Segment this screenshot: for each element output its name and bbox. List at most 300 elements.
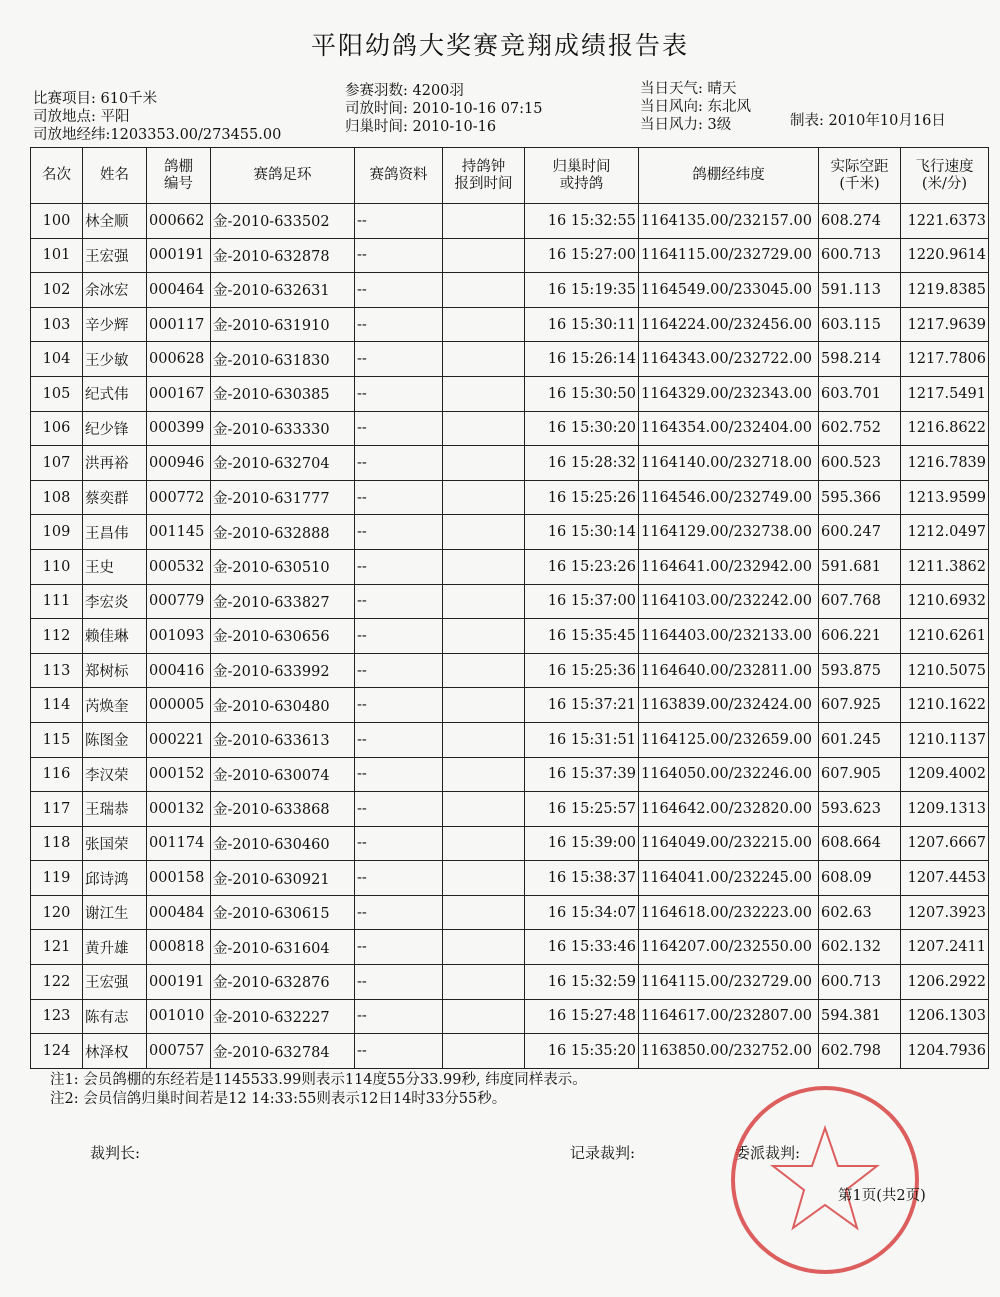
- table-cell: 林全顺: [83, 204, 147, 239]
- table-cell: 111: [31, 584, 83, 619]
- meta-right: [640, 80, 751, 134]
- table-cell: 金-2010-630480: [211, 688, 355, 723]
- table-cell: 1207.2411: [901, 930, 989, 965]
- results-table: [30, 147, 989, 1069]
- column-header-line: 归巢时间: [552, 158, 611, 175]
- table-cell: --: [355, 688, 443, 723]
- delegate-judge-signature: 委派裁判:: [735, 1144, 801, 1162]
- table-cell: 1164617.00/232807.00: [639, 999, 819, 1034]
- meta-left: [33, 90, 281, 144]
- table-cell: [443, 515, 525, 550]
- table-cell: 104: [31, 342, 83, 377]
- table-cell: 602.752: [819, 411, 901, 446]
- table-cell: 16 15:35:20: [525, 1034, 639, 1069]
- table-cell: 金-2010-630656: [211, 619, 355, 654]
- table-cell: --: [355, 549, 443, 584]
- table-cell: 1217.5491: [901, 376, 989, 411]
- table-cell: 607.925: [819, 688, 901, 723]
- table-header-row: [31, 148, 989, 204]
- table-cell: 123: [31, 999, 83, 1034]
- table-cell: 1164641.00/232942.00: [639, 549, 819, 584]
- table-cell: 1217.7806: [901, 342, 989, 377]
- table-cell: 607.905: [819, 757, 901, 792]
- table-cell: 000818: [147, 930, 211, 965]
- table-cell: [443, 688, 525, 723]
- table-cell: 608.09: [819, 861, 901, 896]
- meta-release-coords: 司放地经纬:1203353.00/273455.00: [33, 127, 282, 143]
- table-cell: --: [355, 238, 443, 273]
- table-cell: 120: [31, 895, 83, 930]
- table-cell: 591.113: [819, 273, 901, 308]
- table-cell: 金-2010-632876: [211, 965, 355, 1000]
- table-cell: [443, 273, 525, 308]
- column-header: [639, 148, 819, 204]
- column-header-line: 鸽棚: [164, 158, 193, 175]
- table-cell: 1164041.00/232245.00: [639, 861, 819, 896]
- table-cell: --: [355, 653, 443, 688]
- table-cell: 1210.1622: [901, 688, 989, 723]
- table-cell: 16 15:28:32: [525, 446, 639, 481]
- table-cell: --: [355, 411, 443, 446]
- table-cell: [443, 619, 525, 654]
- table-cell: 邱诗鸿: [83, 861, 147, 896]
- table-row: [31, 826, 989, 861]
- table-cell: 000464: [147, 273, 211, 308]
- table-cell: --: [355, 965, 443, 1000]
- official-seal-icon: [705, 1080, 945, 1280]
- table-cell: 122: [31, 965, 83, 1000]
- meta-entries: 参赛羽数: 4200羽: [345, 83, 464, 99]
- table-cell: 16 15:25:26: [525, 480, 639, 515]
- table-cell: 金-2010-632784: [211, 1034, 355, 1069]
- table-cell: 113: [31, 653, 83, 688]
- table-cell: 601.245: [819, 722, 901, 757]
- table-cell: 16 15:26:14: [525, 342, 639, 377]
- table-cell: 金-2010-633330: [211, 411, 355, 446]
- table-cell: --: [355, 480, 443, 515]
- table-cell: 王史: [83, 549, 147, 584]
- note-1: 注1: 会员鸽棚的东经若是1145533.99则表示114度55分33.99秒, 纬度同样表示。: [50, 1072, 587, 1088]
- table-cell: [443, 238, 525, 273]
- table-cell: 1221.6373: [901, 204, 989, 239]
- table-cell: 16 15:33:46: [525, 930, 639, 965]
- column-header-line: 鸽棚经纬度: [692, 167, 765, 183]
- table-row: [31, 376, 989, 411]
- table-cell: 王昌伟: [83, 515, 147, 550]
- table-cell: 107: [31, 446, 83, 481]
- table-cell: 金-2010-633502: [211, 204, 355, 239]
- table-cell: 121: [31, 930, 83, 965]
- table-cell: 16 15:31:51: [525, 722, 639, 757]
- table-row: [31, 446, 989, 481]
- table-cell: 金-2010-630385: [211, 376, 355, 411]
- table-cell: 117: [31, 792, 83, 827]
- table-cell: 16 15:25:36: [525, 653, 639, 688]
- table-cell: 金-2010-633992: [211, 653, 355, 688]
- table-cell: --: [355, 757, 443, 792]
- table-cell: 606.221: [819, 619, 901, 654]
- table-row: [31, 722, 989, 757]
- column-header-line: 名次: [42, 167, 71, 183]
- table-cell: 1164640.00/232811.00: [639, 653, 819, 688]
- table-cell: 115: [31, 722, 83, 757]
- table-cell: 000005: [147, 688, 211, 723]
- meta-return-time: 归巢时间: 2010-10-16: [345, 119, 497, 135]
- table-cell: [443, 826, 525, 861]
- table-cell: 102: [31, 273, 83, 308]
- table-row: [31, 273, 989, 308]
- table-cell: 594.381: [819, 999, 901, 1034]
- table-cell: 1163839.00/232424.00: [639, 688, 819, 723]
- table-cell: 1207.6667: [901, 826, 989, 861]
- column-header-line: 赛鸽足环: [253, 167, 312, 183]
- report-title: 平阳幼鸽大奖赛竞翔成绩报告表: [310, 31, 689, 60]
- table-row: [31, 411, 989, 446]
- table-cell: 郑树标: [83, 653, 147, 688]
- table-cell: 王瑞恭: [83, 792, 147, 827]
- table-cell: 1164135.00/232157.00: [639, 204, 819, 239]
- table-cell: 600.713: [819, 965, 901, 1000]
- table-cell: 124: [31, 1034, 83, 1069]
- table-cell: 李汉荣: [83, 757, 147, 792]
- table-cell: 16 15:27:48: [525, 999, 639, 1034]
- table-cell: 16 15:32:59: [525, 965, 639, 1000]
- table-cell: --: [355, 584, 443, 619]
- table-cell: 000416: [147, 653, 211, 688]
- table-cell: 1206.1303: [901, 999, 989, 1034]
- table-row: [31, 480, 989, 515]
- table-cell: 591.681: [819, 549, 901, 584]
- column-header-line: 赛鸽资料: [369, 167, 428, 183]
- table-cell: --: [355, 1034, 443, 1069]
- table-cell: 602.63: [819, 895, 901, 930]
- table-row: [31, 895, 989, 930]
- table-cell: 金-2010-633868: [211, 792, 355, 827]
- table-cell: 602.798: [819, 1034, 901, 1069]
- note-2: 注2: 会员信鸽归巢时间若是12 14:33:55则表示12日14时33分55秒。: [50, 1091, 507, 1107]
- table-cell: 595.366: [819, 480, 901, 515]
- table-cell: 116: [31, 757, 83, 792]
- table-cell: 119: [31, 861, 83, 896]
- table-row: [31, 861, 989, 896]
- column-header: [31, 148, 83, 204]
- table-cell: 1164224.00/232456.00: [639, 307, 819, 342]
- column-header-line: (米/分): [921, 175, 968, 192]
- table-cell: 16 15:30:14: [525, 515, 639, 550]
- table-row: [31, 930, 989, 965]
- table-cell: 1164343.00/232722.00: [639, 342, 819, 377]
- table-cell: 1210.6932: [901, 584, 989, 619]
- table-row: [31, 204, 989, 239]
- table-cell: 1164049.00/232215.00: [639, 826, 819, 861]
- table-cell: 000132: [147, 792, 211, 827]
- table-cell: 600.523: [819, 446, 901, 481]
- table-cell: 金-2010-632704: [211, 446, 355, 481]
- table-cell: 000117: [147, 307, 211, 342]
- table-cell: 000779: [147, 584, 211, 619]
- meta-event: 比赛项目: 610千米: [33, 91, 158, 107]
- table-cell: 金-2010-630074: [211, 757, 355, 792]
- table-cell: 谢江生: [83, 895, 147, 930]
- table-cell: 1216.8622: [901, 411, 989, 446]
- table-cell: 1164103.00/232242.00: [639, 584, 819, 619]
- table-cell: 洪再裕: [83, 446, 147, 481]
- table-cell: 黄升雄: [83, 930, 147, 965]
- table-cell: 16 15:30:11: [525, 307, 639, 342]
- table-cell: 16 15:37:00: [525, 584, 639, 619]
- table-cell: 王少敏: [83, 342, 147, 377]
- table-cell: 101: [31, 238, 83, 273]
- table-cell: 16 15:23:26: [525, 549, 639, 584]
- table-cell: 000484: [147, 895, 211, 930]
- table-cell: 1204.7936: [901, 1034, 989, 1069]
- table-cell: 608.664: [819, 826, 901, 861]
- table-cell: 陈有志: [83, 999, 147, 1034]
- table-cell: 金-2010-632878: [211, 238, 355, 273]
- table-cell: 1164129.00/232738.00: [639, 515, 819, 550]
- table-cell: 林泽权: [83, 1034, 147, 1069]
- page-indicator: 第1页(共2页): [838, 1188, 926, 1204]
- table-cell: [443, 895, 525, 930]
- column-header: [147, 148, 211, 204]
- table-row: [31, 757, 989, 792]
- table-cell: 李宏炎: [83, 584, 147, 619]
- column-header-line: 或持鸽: [559, 175, 604, 192]
- table-cell: 001010: [147, 999, 211, 1034]
- table-cell: 603.115: [819, 307, 901, 342]
- table-cell: 1209.1313: [901, 792, 989, 827]
- table-row: [31, 965, 989, 1000]
- table-cell: 600.247: [819, 515, 901, 550]
- table-row: [31, 999, 989, 1034]
- recorder-judge-signature: 记录裁判:: [570, 1144, 636, 1162]
- column-header: [525, 148, 639, 204]
- table-cell: [443, 376, 525, 411]
- table-cell: 金-2010-630615: [211, 895, 355, 930]
- meta-middle: [345, 82, 543, 136]
- table-cell: 16 15:27:00: [525, 238, 639, 273]
- table-row: [31, 619, 989, 654]
- table-cell: 607.768: [819, 584, 901, 619]
- column-header: [443, 148, 525, 204]
- table-cell: 1207.3923: [901, 895, 989, 930]
- table-row: [31, 342, 989, 377]
- meta-release-place: 司放地点: 平阳: [33, 109, 130, 125]
- table-cell: 000772: [147, 480, 211, 515]
- table-cell: --: [355, 999, 443, 1034]
- table-cell: [443, 653, 525, 688]
- column-header: [83, 148, 147, 204]
- table-row: [31, 307, 989, 342]
- table-cell: 600.713: [819, 238, 901, 273]
- table-cell: --: [355, 204, 443, 239]
- table-cell: [443, 930, 525, 965]
- table-row: [31, 1034, 989, 1069]
- table-cell: --: [355, 273, 443, 308]
- table-row: [31, 515, 989, 550]
- table-cell: 106: [31, 411, 83, 446]
- table-cell: 1209.4002: [901, 757, 989, 792]
- table-cell: 纪少锋: [83, 411, 147, 446]
- table-cell: 金-2010-630510: [211, 549, 355, 584]
- table-cell: 张国荣: [83, 826, 147, 861]
- table-cell: 金-2010-631777: [211, 480, 355, 515]
- table-cell: 1207.4453: [901, 861, 989, 896]
- meta-release-time: 司放时间: 2010-10-16 07:15: [345, 101, 543, 117]
- table-cell: 1164050.00/232246.00: [639, 757, 819, 792]
- table-cell: 1164115.00/232729.00: [639, 965, 819, 1000]
- table-cell: 1164403.00/232133.00: [639, 619, 819, 654]
- column-header-line: 姓名: [100, 167, 129, 183]
- table-cell: 1164354.00/232404.00: [639, 411, 819, 446]
- meta-made-date: 制表: 2010年10月16日: [790, 113, 946, 129]
- table-cell: [443, 861, 525, 896]
- table-cell: --: [355, 792, 443, 827]
- table-cell: --: [355, 515, 443, 550]
- table-cell: 王宏强: [83, 238, 147, 273]
- table-cell: 1216.7839: [901, 446, 989, 481]
- table-cell: 金-2010-632888: [211, 515, 355, 550]
- table-cell: 金-2010-632631: [211, 273, 355, 308]
- table-row: [31, 238, 989, 273]
- table-cell: --: [355, 895, 443, 930]
- table-cell: 余冰宏: [83, 273, 147, 308]
- table-cell: [443, 965, 525, 1000]
- table-cell: 602.132: [819, 930, 901, 965]
- table-cell: 金-2010-631910: [211, 307, 355, 342]
- table-cell: 110: [31, 549, 83, 584]
- table-cell: [443, 999, 525, 1034]
- table-cell: --: [355, 930, 443, 965]
- table-cell: 109: [31, 515, 83, 550]
- table-cell: 000158: [147, 861, 211, 896]
- table-cell: 000167: [147, 376, 211, 411]
- table-row: [31, 584, 989, 619]
- table-cell: [443, 411, 525, 446]
- table-cell: 000532: [147, 549, 211, 584]
- column-header-line: 实际空距: [830, 158, 889, 175]
- table-cell: 001174: [147, 826, 211, 861]
- table-cell: [443, 549, 525, 584]
- table-cell: 000221: [147, 722, 211, 757]
- table-row: [31, 688, 989, 723]
- table-cell: 金-2010-631604: [211, 930, 355, 965]
- table-cell: 000399: [147, 411, 211, 446]
- table-cell: 1164329.00/232343.00: [639, 376, 819, 411]
- column-header-line: 编号: [164, 175, 193, 192]
- table-cell: --: [355, 376, 443, 411]
- table-cell: 108: [31, 480, 83, 515]
- table-cell: 1210.5075: [901, 653, 989, 688]
- meta-wind-force: 当日风力: 3级: [640, 117, 732, 133]
- table-cell: [443, 757, 525, 792]
- table-cell: --: [355, 446, 443, 481]
- table-cell: [443, 1034, 525, 1069]
- table-cell: 1164207.00/232550.00: [639, 930, 819, 965]
- table-cell: 1220.9614: [901, 238, 989, 273]
- table-cell: 金-2010-630921: [211, 861, 355, 896]
- table-cell: 金-2010-633827: [211, 584, 355, 619]
- table-cell: --: [355, 619, 443, 654]
- column-header: [355, 148, 443, 204]
- table-cell: 1206.2922: [901, 965, 989, 1000]
- table-cell: 000191: [147, 965, 211, 1000]
- notes: [50, 1071, 587, 1109]
- table-cell: 100: [31, 204, 83, 239]
- table-cell: 103: [31, 307, 83, 342]
- table-cell: 000628: [147, 342, 211, 377]
- table-cell: 593.875: [819, 653, 901, 688]
- table-cell: 118: [31, 826, 83, 861]
- table-cell: 1210.6261: [901, 619, 989, 654]
- table-cell: 16 15:30:20: [525, 411, 639, 446]
- table-cell: --: [355, 307, 443, 342]
- table-cell: 1164125.00/232659.00: [639, 722, 819, 757]
- table-cell: 赖佳琳: [83, 619, 147, 654]
- table-cell: 16 15:39:00: [525, 826, 639, 861]
- table-cell: 16 15:25:57: [525, 792, 639, 827]
- column-header-line: 报到时间: [454, 175, 513, 192]
- table-cell: 1164140.00/232718.00: [639, 446, 819, 481]
- table-cell: 1164115.00/232729.00: [639, 238, 819, 273]
- table-cell: [443, 722, 525, 757]
- table-row: [31, 792, 989, 827]
- table-cell: 1217.9639: [901, 307, 989, 342]
- table-cell: [443, 480, 525, 515]
- column-header: [901, 148, 989, 204]
- table-cell: --: [355, 861, 443, 896]
- table-cell: 608.274: [819, 204, 901, 239]
- meta-wind-direction: 当日风向: 东北风: [640, 99, 751, 115]
- table-cell: 金-2010-632227: [211, 999, 355, 1034]
- table-cell: 16 15:38:37: [525, 861, 639, 896]
- table-cell: 114: [31, 688, 83, 723]
- table-cell: 陈图金: [83, 722, 147, 757]
- table-cell: --: [355, 722, 443, 757]
- table-cell: 1164642.00/232820.00: [639, 792, 819, 827]
- table-row: [31, 653, 989, 688]
- table-cell: 辛少辉: [83, 307, 147, 342]
- chief-judge-signature: 裁判长:: [90, 1144, 141, 1162]
- table-cell: 金-2010-633613: [211, 722, 355, 757]
- table-cell: 105: [31, 376, 83, 411]
- table-cell: 16 15:30:50: [525, 376, 639, 411]
- table-cell: --: [355, 342, 443, 377]
- table-cell: 1164549.00/233045.00: [639, 273, 819, 308]
- table-cell: 000946: [147, 446, 211, 481]
- table-cell: 001145: [147, 515, 211, 550]
- table-row: [31, 549, 989, 584]
- table-cell: 1210.1137: [901, 722, 989, 757]
- table-cell: 纪式伟: [83, 376, 147, 411]
- table-cell: 王宏强: [83, 965, 147, 1000]
- table-cell: 1163850.00/232752.00: [639, 1034, 819, 1069]
- table-cell: 593.623: [819, 792, 901, 827]
- table-cell: [443, 584, 525, 619]
- table-cell: 蔡奕群: [83, 480, 147, 515]
- table-cell: 金-2010-631830: [211, 342, 355, 377]
- table-cell: 1211.3862: [901, 549, 989, 584]
- table-cell: [443, 307, 525, 342]
- table-cell: 芮焕奎: [83, 688, 147, 723]
- table-cell: [443, 792, 525, 827]
- table-cell: 16 15:19:35: [525, 273, 639, 308]
- table-cell: 1213.9599: [901, 480, 989, 515]
- table-cell: --: [355, 826, 443, 861]
- table-cell: 1164618.00/232223.00: [639, 895, 819, 930]
- table-cell: 000191: [147, 238, 211, 273]
- column-header: [211, 148, 355, 204]
